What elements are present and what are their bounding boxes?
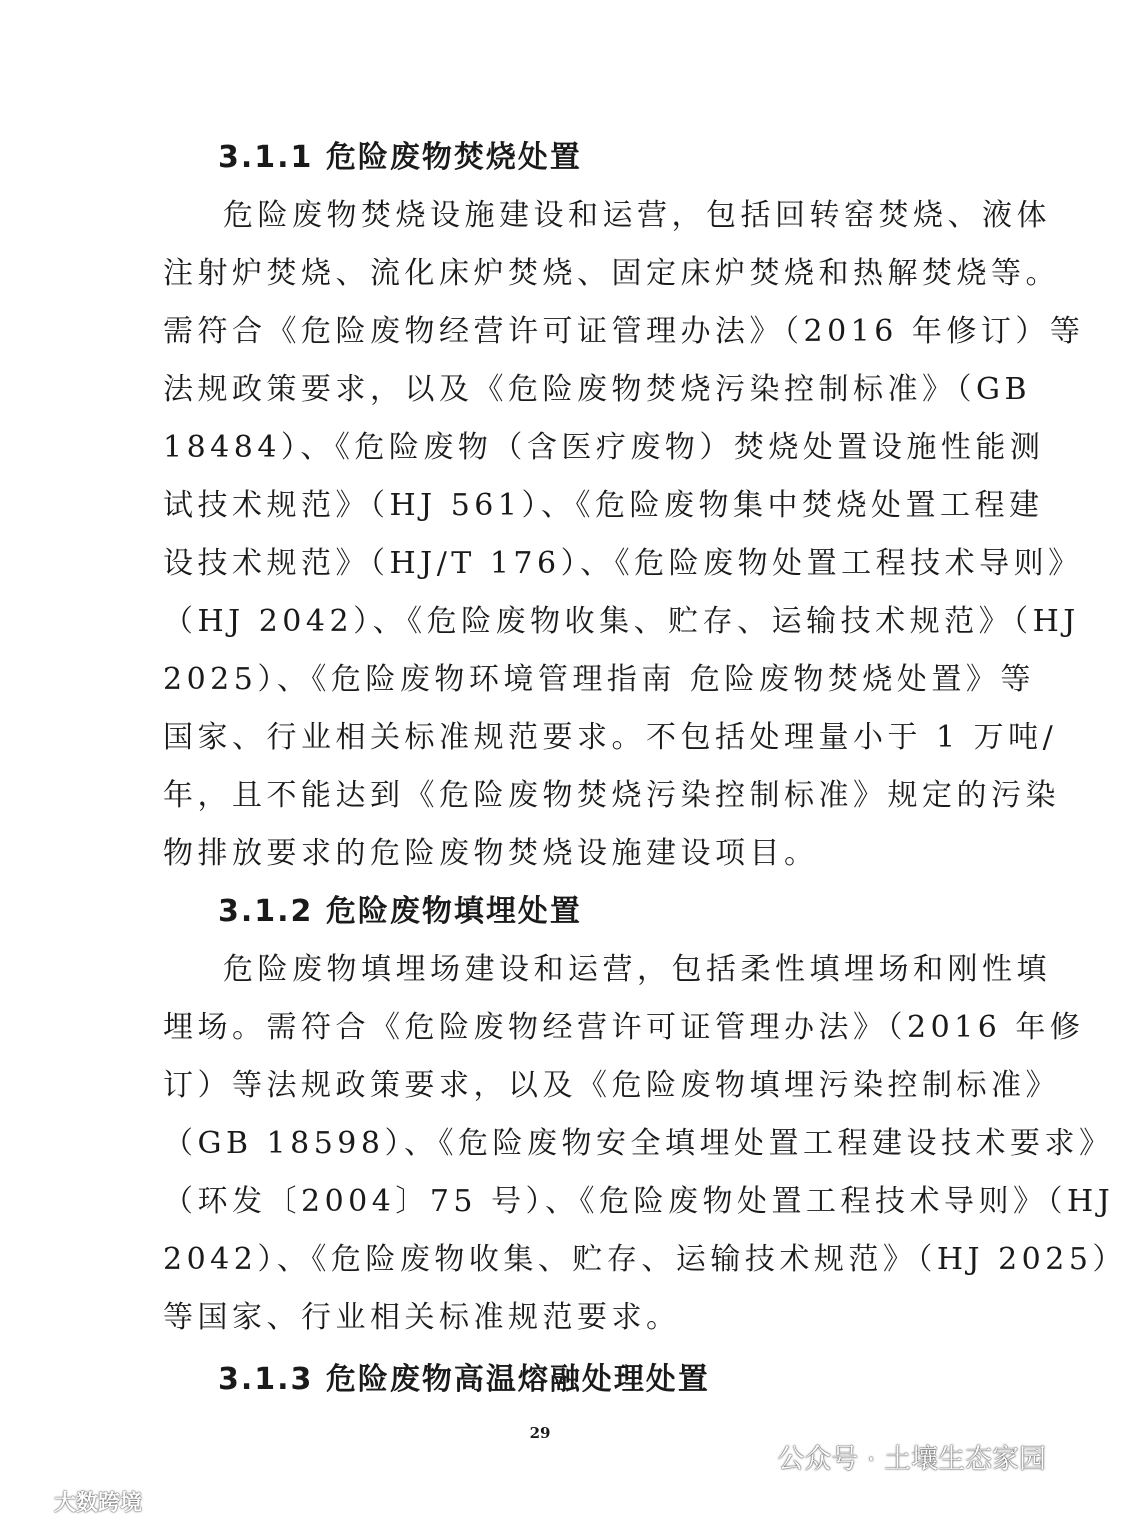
section-heading-311: 3.1.1 危险废物焚烧处置 — [218, 140, 582, 175]
paragraph-line: 订）等法规政策要求，以及《危险废物填埋污染控制标准》 — [163, 1068, 1060, 1103]
paragraph-line: 试技术规范》（HJ 561）、《危险废物集中焚烧处置工程建 — [163, 488, 1044, 523]
logo-icon — [8, 1486, 48, 1516]
paragraph-line: 设技术规范》（HJ/T 176）、《危险废物处置工程技术导则》 — [163, 546, 1083, 581]
wechat-watermark-text: 公众号 · 土壤生态家园 — [777, 1443, 1046, 1475]
paragraph-line: 2025）、《危险废物环境管理指南 危险废物焚烧处置》等 — [163, 662, 1035, 697]
paragraph-line: （HJ 2042）、《危险废物收集、贮存、运输技术规范》（HJ — [163, 604, 1080, 639]
paragraph-line: 需符合《危险废物经营许可证管理办法》（2016 年修订）等 — [163, 314, 1085, 349]
paragraph-line: 危险废物焚烧设施建设和运营，包括回转窑焚烧、液体 — [223, 198, 1051, 233]
paragraph-line: 注射炉焚烧、流化床炉焚烧、固定床炉焚烧和热解焚烧等。 — [163, 256, 1060, 291]
section-heading-313: 3.1.3 危险废物高温熔融处理处置 — [218, 1362, 710, 1397]
paragraph-line: 物排放要求的危险废物焚烧设施建设项目。 — [163, 836, 819, 871]
paragraph-line: （环发〔2004〕75 号）、《危险废物处置工程技术导则》（HJ — [163, 1184, 1115, 1219]
paragraph-line: 国家、行业相关标准规范要求。不包括处理量小于 1 万吨/ — [163, 720, 1058, 755]
wechat-icon — [727, 1439, 767, 1473]
paragraph-line: 年，且不能达到《危险废物焚烧污染控制标准》规定的污染 — [163, 778, 1060, 813]
paragraph-line: 法规政策要求，以及《危险废物焚烧污染控制标准》（GB — [163, 372, 1032, 407]
paragraph-line: 危险废物填埋场建设和运营，包括柔性填埋场和刚性填 — [223, 952, 1051, 987]
paragraph-line: 2042）、《危险废物收集、贮存、运输技术规范》（HJ 2025） — [163, 1242, 1127, 1277]
paragraph-line: 18484）、《危险废物（含医疗废物）焚烧处置设施性能测 — [163, 430, 1045, 465]
brand-watermark-text: 大数跨境 — [54, 1490, 143, 1516]
wechat-watermark — [727, 1434, 1046, 1478]
brand-watermark — [8, 1484, 142, 1518]
paragraph-line: 埋场。需符合《危险废物经营许可证管理办法》（2016 年修 — [163, 1010, 1085, 1045]
section-heading-312: 3.1.2 危险废物填埋处置 — [218, 894, 582, 929]
paragraph-line: 等国家、行业相关标准规范要求。 — [163, 1300, 681, 1335]
paragraph-line: （GB 18598）、《危险废物安全填埋处置工程建设技术要求》 — [163, 1126, 1114, 1161]
page-number: 29 — [529, 1424, 551, 1442]
